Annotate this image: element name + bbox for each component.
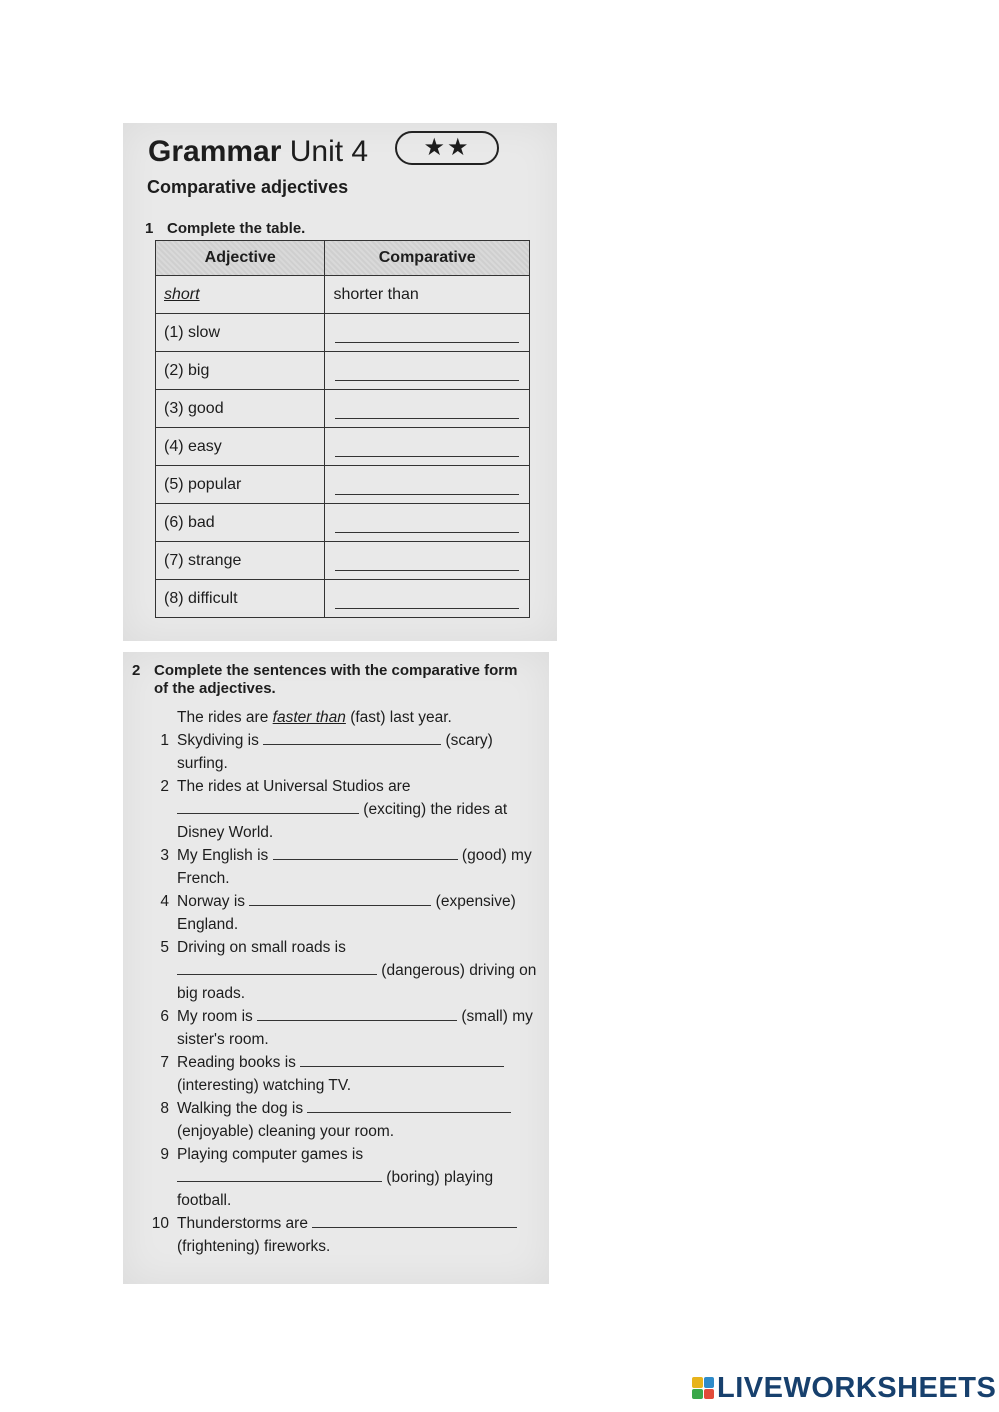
adjective-cell: (7) strange bbox=[156, 542, 325, 580]
sentence-item bbox=[145, 844, 545, 890]
adjective-cell: (6) bad bbox=[156, 504, 325, 542]
answer-cell[interactable] bbox=[325, 466, 530, 504]
item-number: 7 bbox=[160, 1054, 169, 1071]
sentence-text-after: (fast) last year. bbox=[345, 709, 452, 726]
sentence-item bbox=[145, 729, 545, 775]
sentence-text-before: My English is bbox=[177, 847, 273, 864]
sentence-text-after: (scary) surfing. bbox=[177, 732, 493, 772]
table-row bbox=[156, 390, 530, 428]
logo-mark-icon bbox=[692, 1377, 714, 1399]
answer-cell[interactable] bbox=[325, 428, 530, 466]
sentence-text-before: Reading books is bbox=[177, 1054, 301, 1071]
answer-blank[interactable] bbox=[177, 1167, 382, 1182]
answer-blank[interactable] bbox=[177, 799, 359, 814]
answer-blank[interactable] bbox=[335, 570, 519, 571]
adjective-cell: (2) big bbox=[156, 352, 325, 390]
table-row bbox=[156, 314, 530, 352]
sentence-text-before: Playing computer games is bbox=[177, 1146, 364, 1163]
table-row-example bbox=[156, 276, 530, 314]
sentence-item bbox=[145, 1005, 545, 1051]
sentence-text-after: (interesting) watching TV. bbox=[177, 1077, 352, 1094]
exercise-number: 2 bbox=[132, 662, 141, 679]
answer-blank[interactable] bbox=[300, 1052, 504, 1067]
table-row bbox=[156, 504, 530, 542]
adjective-cell: (3) good bbox=[156, 390, 325, 428]
example-adjective: short bbox=[164, 285, 200, 303]
sentence-text-before: Thunderstorms are bbox=[177, 1215, 313, 1232]
liveworksheets-logo bbox=[692, 1372, 996, 1404]
comparative-table bbox=[155, 240, 530, 618]
item-number: 6 bbox=[160, 1008, 169, 1025]
sentence-text-before: Walking the dog is bbox=[177, 1100, 308, 1117]
adjective-cell: (1) slow bbox=[156, 314, 325, 352]
example-sentence bbox=[145, 706, 545, 729]
answer-blank[interactable] bbox=[263, 730, 441, 745]
example-adjective-cell bbox=[156, 276, 325, 314]
item-number: 4 bbox=[160, 893, 169, 910]
exercise-number: 1 bbox=[145, 220, 154, 237]
item-number: 1 bbox=[160, 732, 169, 749]
answer-blank[interactable] bbox=[335, 532, 519, 533]
sentence-text-before: The rides are bbox=[177, 709, 273, 726]
sentence-item bbox=[145, 775, 545, 844]
answer-cell[interactable] bbox=[325, 390, 530, 428]
answer-blank[interactable] bbox=[273, 845, 458, 860]
answer-blank[interactable] bbox=[335, 342, 519, 343]
table-row bbox=[156, 542, 530, 580]
item-number: 3 bbox=[160, 847, 169, 864]
answer-blank[interactable] bbox=[257, 1006, 457, 1021]
logo-text: LIVEWORKSHEETS bbox=[717, 1371, 997, 1404]
example-comparative-cell: shorter than bbox=[325, 276, 530, 314]
answer-blank[interactable] bbox=[335, 456, 519, 457]
table-row bbox=[156, 580, 530, 618]
sentence-text-after: (good) my French. bbox=[177, 847, 532, 887]
worksheet-photo-1 bbox=[123, 123, 557, 641]
sentence-item bbox=[145, 1051, 545, 1097]
answer-blank[interactable] bbox=[335, 380, 519, 381]
answer-cell[interactable] bbox=[325, 352, 530, 390]
exercise-1-title bbox=[145, 220, 305, 237]
sentence-list bbox=[145, 706, 545, 1258]
sentence-item bbox=[145, 936, 545, 1005]
sentence-text-after: (exciting) the rides at Disney World. bbox=[177, 801, 508, 841]
adjective-cell: (5) popular bbox=[156, 466, 325, 504]
sentence-item bbox=[145, 1212, 545, 1258]
subtitle: Comparative adjectives bbox=[147, 177, 349, 197]
answer-cell[interactable] bbox=[325, 542, 530, 580]
sentence-text-before: My room is bbox=[177, 1008, 258, 1025]
sentence-text-after: (small) my sister's room. bbox=[177, 1008, 533, 1048]
answer-blank[interactable] bbox=[249, 891, 431, 906]
exercise-instruction: Complete the sentences with the comparative form of the adjectives. bbox=[154, 662, 518, 697]
sentence-text-after: (boring) playing football. bbox=[177, 1169, 494, 1209]
answer-cell[interactable] bbox=[325, 580, 530, 618]
title-rest: Unit 4 bbox=[289, 135, 369, 168]
sentence-text-before: Driving on small roads is bbox=[177, 939, 346, 956]
exercise-instruction: Complete the table. bbox=[167, 220, 306, 237]
item-number: 10 bbox=[151, 1215, 169, 1232]
sentence-text-before: Norway is bbox=[177, 893, 250, 910]
answer-cell[interactable] bbox=[325, 504, 530, 542]
column-header-adjective: Adjective bbox=[156, 241, 325, 276]
table-header-row bbox=[156, 241, 530, 276]
answer-blank[interactable] bbox=[312, 1213, 517, 1228]
sentence-text-after: (enjoyable) cleaning your room. bbox=[177, 1123, 395, 1140]
answer-blank[interactable] bbox=[307, 1098, 511, 1113]
table-row bbox=[156, 466, 530, 504]
adjective-cell: (4) easy bbox=[156, 428, 325, 466]
sentence-text-before: Skydiving is bbox=[177, 732, 264, 749]
difficulty-stars: ★★ bbox=[395, 131, 499, 165]
item-number: 9 bbox=[160, 1146, 169, 1163]
answer-cell[interactable] bbox=[325, 314, 530, 352]
title-bold: Grammar bbox=[148, 135, 282, 168]
sentence-text-before: The rides at Universal Studios are bbox=[177, 778, 411, 795]
answer-blank[interactable] bbox=[177, 960, 377, 975]
item-number: 5 bbox=[160, 939, 169, 956]
answer-blank[interactable] bbox=[335, 418, 519, 419]
answer-blank[interactable] bbox=[335, 608, 519, 609]
sentence-item bbox=[145, 890, 545, 936]
answer-blank[interactable] bbox=[335, 494, 519, 495]
sentence-text-after: (frightening) fireworks. bbox=[177, 1238, 331, 1255]
table-row bbox=[156, 428, 530, 466]
worksheet-photo-2 bbox=[123, 652, 549, 1284]
adjective-cell: (8) difficult bbox=[156, 580, 325, 618]
example-answer: faster than bbox=[272, 709, 346, 726]
item-number: 8 bbox=[160, 1100, 169, 1117]
item-number: 2 bbox=[160, 778, 169, 795]
sentence-text-after: (dangerous) driving on big roads. bbox=[177, 962, 537, 1002]
table-row bbox=[156, 352, 530, 390]
sentence-item bbox=[145, 1143, 545, 1212]
column-header-comparative: Comparative bbox=[325, 241, 530, 276]
page-title bbox=[148, 135, 368, 169]
sentence-item bbox=[145, 1097, 545, 1143]
sentence-text-after: (expensive) England. bbox=[177, 893, 516, 933]
